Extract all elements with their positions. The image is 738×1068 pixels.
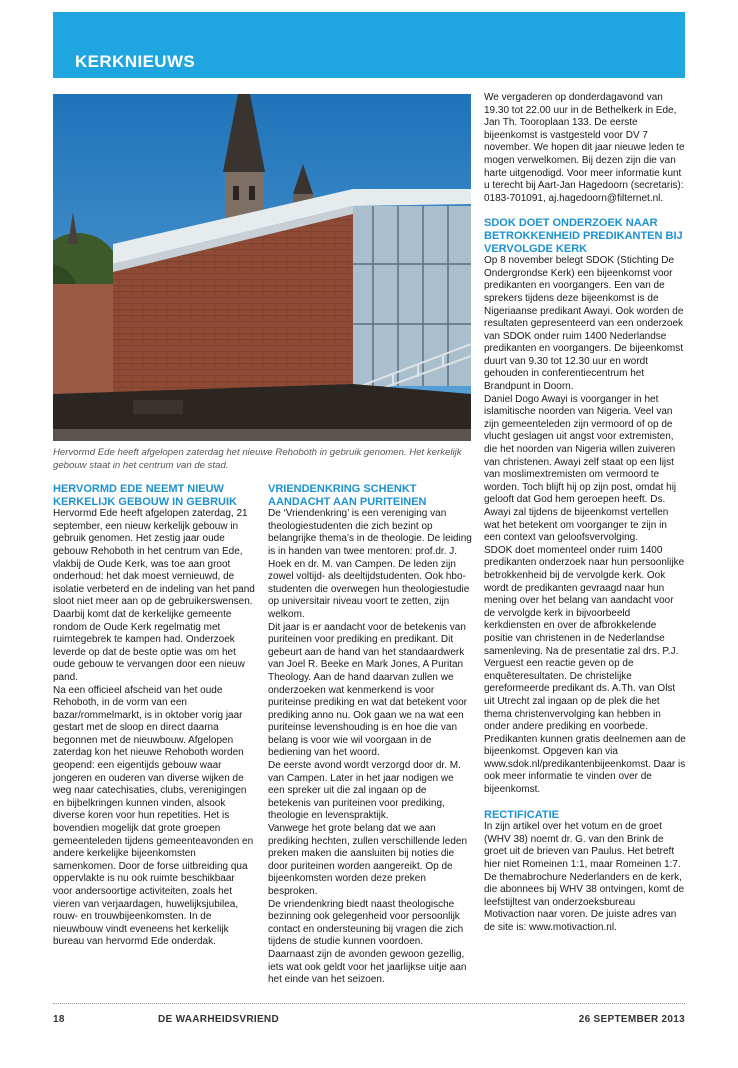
church-building-photo [53, 94, 471, 441]
section-title: KERKNIEUWS [75, 52, 196, 71]
article-paragraph: Daniel Dogo Awayi is voorganger in het islamitische noorden van Nigeria. Veel van zijn gemeenteleden zijn vermoord of op de vlucht geslagen uit angst voor extremisten, die het noorden van Nigeria willen zuiveren van christenen. Awayi zelf staat op een lijst van moslimextremisten om vermoord te worden. Toch blijft hij op zijn post, omdat hij gelooft dat God hem geroepen heeft. Ds. Awayi zal tijdens de bijeenkomst vertellen wat het betekent om voorganger te zijn in een context van geloofsvervolging. [484, 393, 677, 544]
article-paragraph: Hervormd Ede heeft afgelopen zaterdag, 21 september, een nieuw kerkelijk gebouw in gebruik genomen. Het zestig jaar oude gebouw Rehoboth in het centrum van Ede, vlakbij de Oude Kerk, was toe aan groot onderhoud: het dak moest vernieuwd, de isolatie verbeterd en de indeling van het pand sloot niet meer aan op de gebruikerswensen. Daarbij komt dat de kerkelijke gemeente rondom de Oude Kerk regelmatig met ruimtegebrek te kampen had. Onderzoek leverde op dat de beste optie was om het oude gebouw te vervangen door een nieuw pand. [53, 508, 255, 683]
article-paragraph: De ‘Vriendenkring’ is een vereniging van theologiestudenten die zich bezint op belangrijke thema’s in de theologie. De leiding is in handen van twee mentoren: prof.dr. J. Hoek en dr. M. van Campen. De leden zijn zowel voltijd- als deeltijdstudenten. Ook hbo-studenten die overwegen hun theologiestudie op universitair niveau voort te zetten, zijn welkom. [268, 508, 472, 620]
magazine-name: DE WAARHEIDSVRIEND [158, 1014, 279, 1025]
article-title: SDOK DOET ONDERZOEK NAAR BETROKKENHEID PREDIKANTEN BIJ VERVOLGDE KERK [484, 217, 683, 255]
article-paragraph: Vanwege het grote belang dat we aan prediking hechten, zullen verschillende leden preken maken die aansluiten bij noties die door puriteinen worden aangereikt. Op de bijeenkomsten worden deze preken besproken. [268, 823, 468, 897]
photo-caption: Hervormd Ede heeft afgelopen zaterdag het nieuwe Rehoboth in gebruik genomen. Het kerkelijk gebouw staat in het centrum van de stad. [53, 447, 462, 471]
section-banner [53, 12, 685, 78]
article-title: HERVORMD EDE NEEMT NIEUW KERKELIJK GEBOUW IN GEBRUIK [53, 483, 237, 508]
article-title: VRIENDENKRING SCHENKT AANDACHT AAN PURITEINEN [268, 483, 427, 508]
article-paragraph: In zijn artikel over het votum en de groet (WHV 38) noemt dr. G. van den Brink de groet uit de brieven van Paulus. Het betreft hier niet Romeinen 1:1, maar Romeinen 1:7. [484, 821, 681, 871]
column-3 [484, 92, 686, 935]
issue-date: 26 SEPTEMBER 2013 [578, 1014, 685, 1025]
article-paragraph: Op 8 november belegt SDOK (Stichting De Ondergrondse Kerk) een bijeenkomst voor predikanten en voorgangers. Een van de sprekers tijdens deze bijeenkomst is de Nigeriaanse predikant Awayi. Ook worden de resultaten gepresenteerd van een onderzoek van SDOK onder ruim 1400 Nederlandse predikanten en voorgangers. De bijeenkomst duurt van 9.30 tot 12.30 uur en wordt gehouden in conferentiecentrum het Brandpunt in Doorn. [484, 255, 684, 393]
article-title: RECTIFICATIE [484, 808, 559, 821]
article-paragraph: De vriendenkring biedt naast theologische bezinning ook gelegenheid voor persoonlijk contact en ondersteuning bij vragen die zich tijdens de studie kunnen voordoen. Daarnaast zijn de avonden gewoon gezellig, iets wat ook geldt voor het jaarlijkse uitje aan het einde van het seizoen. [268, 898, 467, 986]
article-paragraph: De themabrochure Nederlanders en de kerk, die abonnees bij WHV 38 ontvingen, komt de leefstijltest van onderzoeksbureau Motivaction naar voren. De juiste adres van de site is: www.motivaction.nl. [484, 871, 685, 933]
glass-facade [353, 206, 471, 386]
article-paragraph: Dit jaar is er aandacht voor de betekenis van puriteinen voor prediking en predikant. Dit gebeurt aan de hand van het standaardwerk van Joel R. Beeke en Mark Jones, A Puritan Theology. Aan de hand daarvan zullen we onderzoeken wat kenmerkend is voor puriteinse prediking en wat dat betekent voor prediking anno nu. Ook gaan we na wat een puriteinse levenshouding is en hoe die van belang is voor wie wil voorgaan in de bediening van het woord. [268, 621, 468, 759]
article-paragraph: De eerste avond wordt verzorgd door dr. M. van Campen. Later in het jaar nodigen we een spreker uit die zal ingaan op de betekenis van puriteinen voor prediking, theologie en levenspraktijk. [268, 760, 461, 822]
page-number: 18 [53, 1014, 65, 1025]
column-1 [53, 483, 256, 949]
article-paragraph: Na een officieel afscheid van het oude Rehoboth, in de vorm van een bazar/rommelmarkt, is in oktober vorig jaar gestart met de sloop en direct daarna begonnen met de nieuwbouw. Afgelopen zaterdag kon het nieuwe Rehoboth worden geopend: een eigentijds gebouw waar jongeren en ouderen van diverse wijken de weg naar catechisaties, clubs, verenigingen en bijbelkringen kunnen vinden, alsook diverse koren voor hun repetities. Het is bovendien mogelijk dat grote groepen gemeenteleden tijdens gemeenteavonden en andere kerkelijke bijeenkomsten samenkomen. Door de forse uitbreiding qua oppervlakte is nu ook ruimte beschikbaar voor andersoortige activiteiten, zoals het vieren van verjaardagen, huwelijksjubilea, rouw- en trouwbijeenkomsten. In de nieuwbouw vindt eveneens het kerkelijk bureau van hervormd Ede onderdak. [53, 684, 254, 948]
article-paragraph: SDOK doet momenteel onder ruim 1400 predikanten onderzoek naar hun persoonlijke betrokkenheid bij de vervolgde kerk. Ook wordt de predikanten gevraagd naar hun mening over het belang van aandacht voor de vervolgde kerk in bijvoorbeeld kerkdiensten en over de afbrokkelende positie van christenen in de Nederlandse samenleving. Na de presentatie zal drs. P.J. Verguest een reactie geven op de enquêteresultaten. De christelijke gereformeerde predikant ds. A.Th. van Olst uit Utrecht zal ingaan op de plek die het thema christenvervolging kan hebben in onder andere prediking en voorbede. Predikanten kunnen gratis deelnemen aan de bijeenkomst. Opgeven kan via www.sdok.nl/predikantenbijeenkomst. Daar is ook meer informatie te vinden over de bijeenkomst. [484, 544, 686, 796]
article-paragraph: We vergaderen op donderdagavond van 19.30 tot 22.00 uur in de Bethelkerk in Ede, Jan Th. Tooroplaan 133. De eerste bijeenkomst is vastgesteld voor DV 7 november. We hopen dit jaar nieuwe leden te mogen verwelkomen. Bij dezen zijn die van harte uitgenodigd. Voor meer informatie kunt u terecht bij Aart-Jan Hagedoorn (secretaris): 0183-701091, aj.hagedoorn@filternet.nl. [484, 92, 685, 204]
footer-divider [53, 1003, 685, 1004]
column-2 [268, 483, 472, 987]
